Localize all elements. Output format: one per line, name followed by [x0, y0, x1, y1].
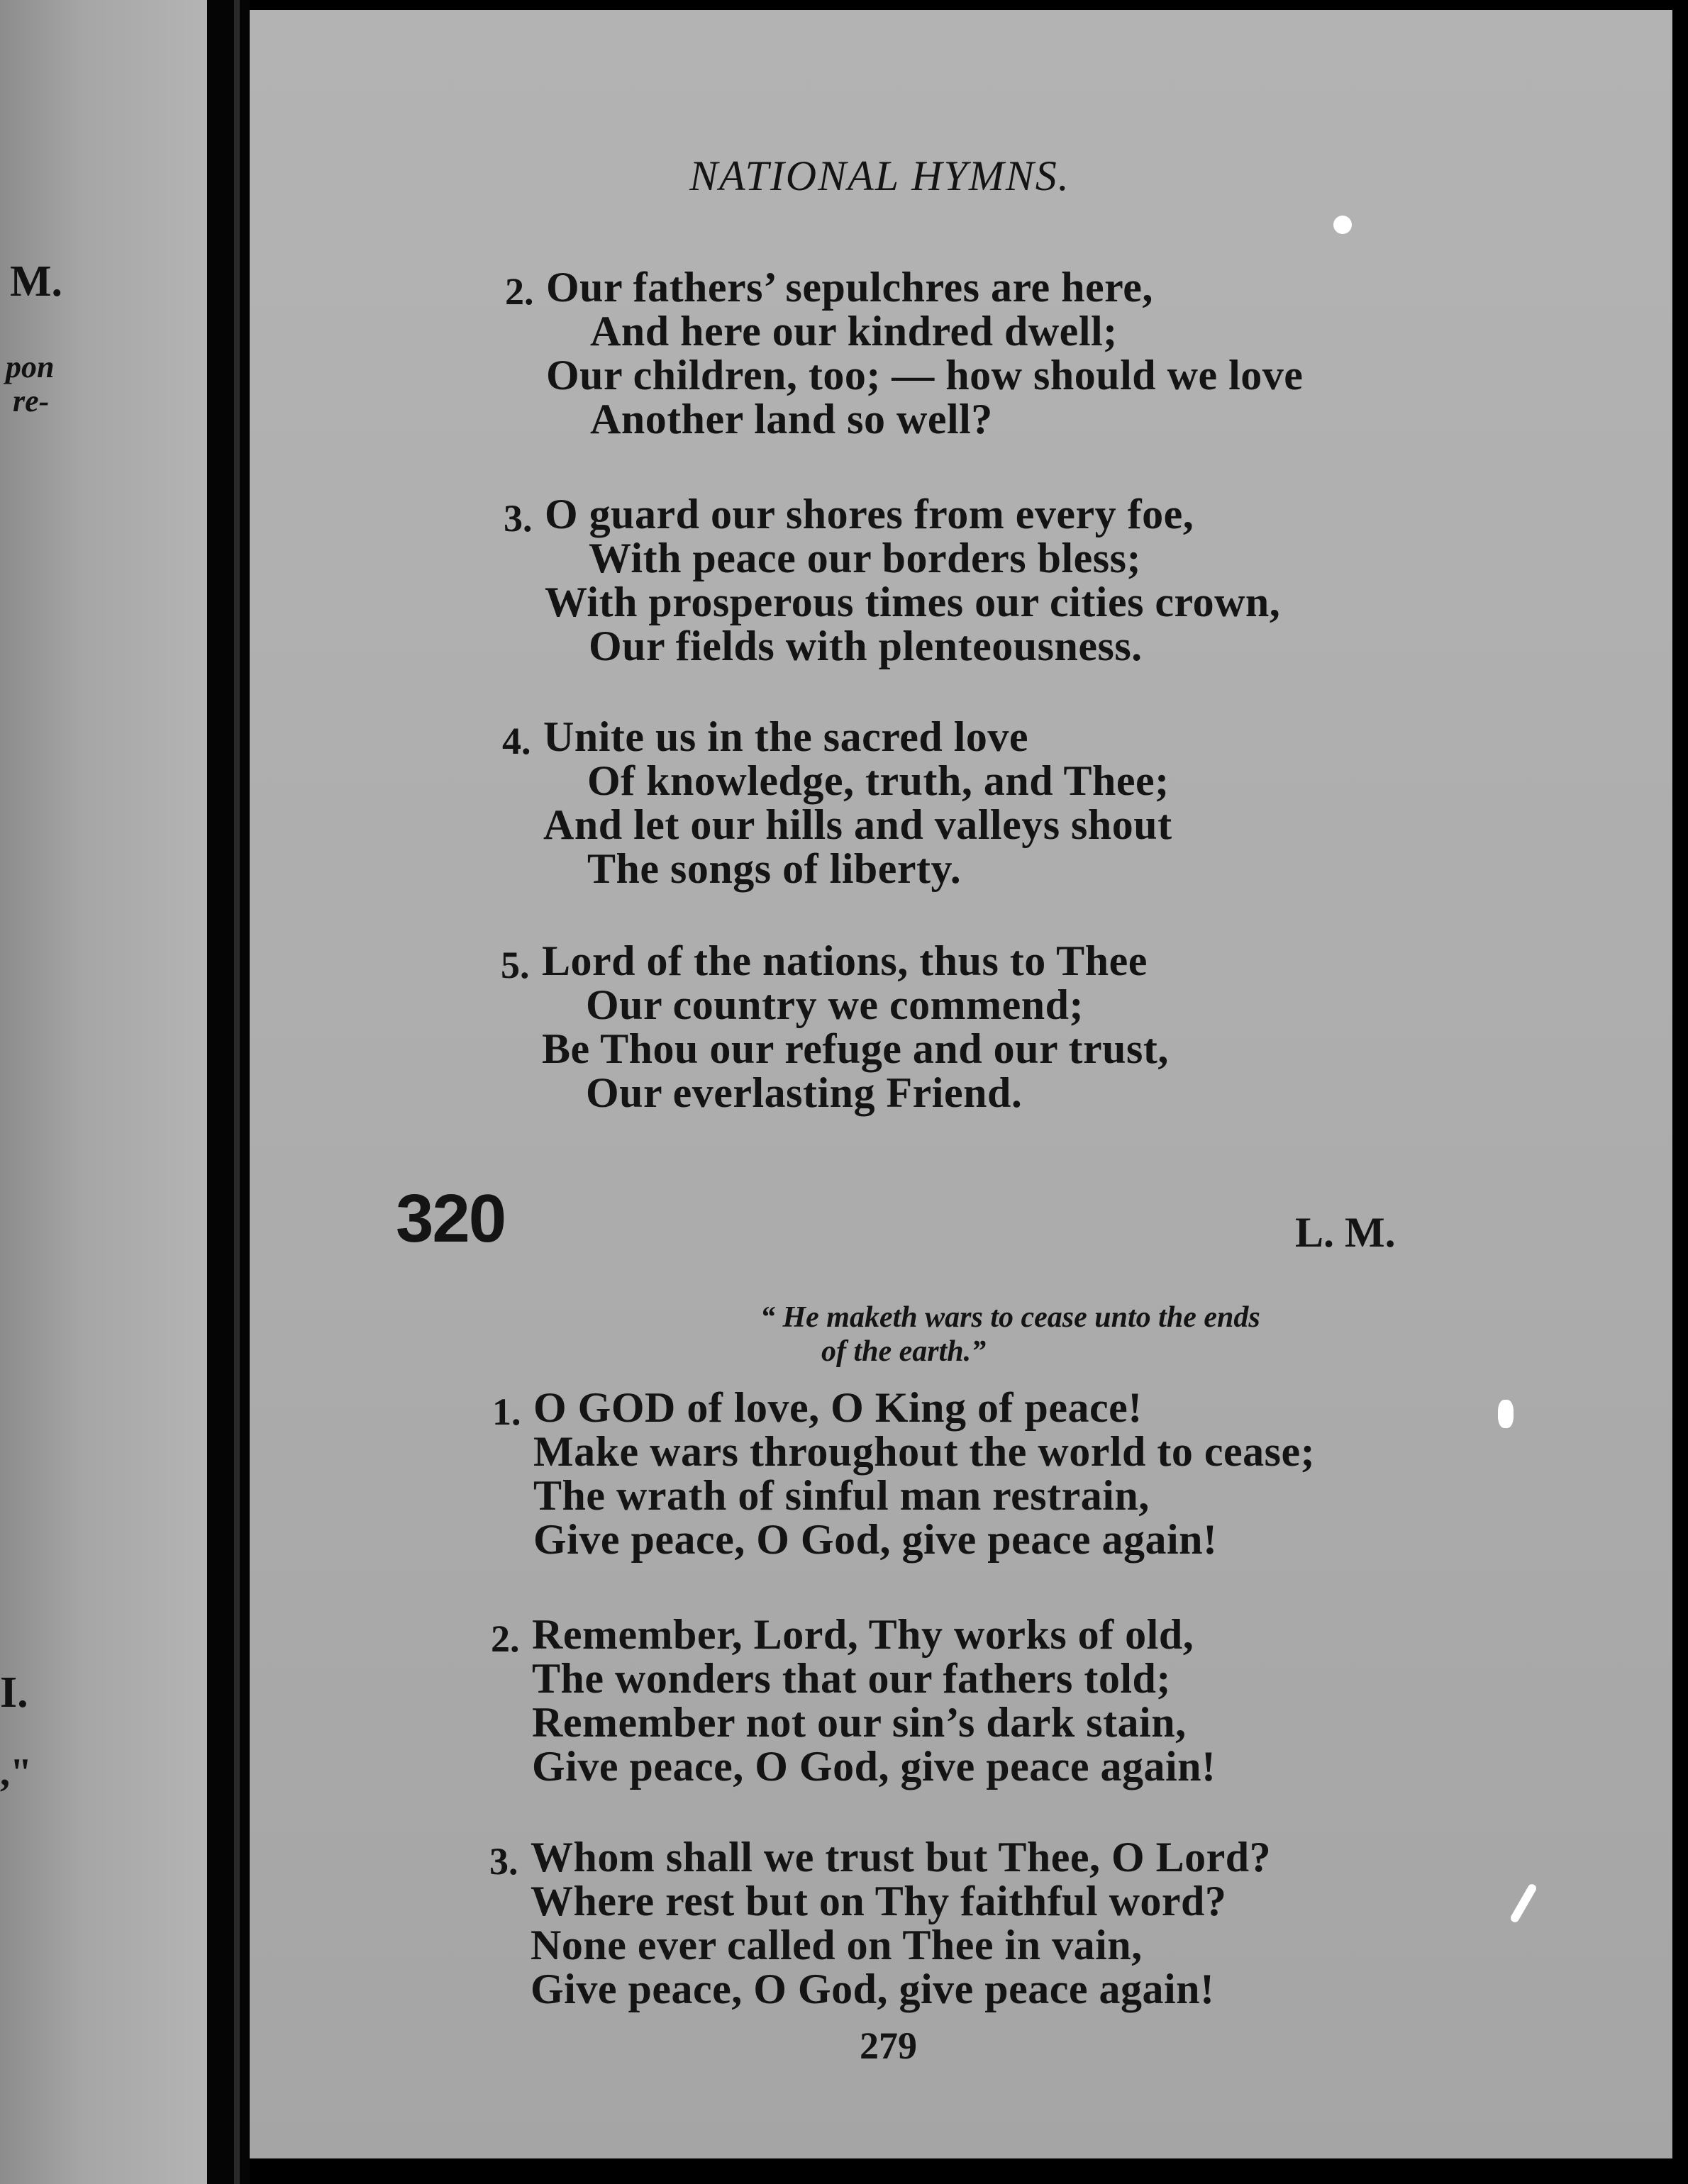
verse-line: Unite us in the sacred love	[543, 713, 1029, 760]
verse-line: Remember, Lord, Thy works of old,	[532, 1611, 1194, 1658]
verse-line: Give peace, O God, give peace again!	[532, 1743, 1216, 1790]
epigraph	[760, 1300, 1260, 1369]
hymnal-page	[250, 10, 1672, 2158]
show-through-mark	[1299, 478, 1321, 568]
left-page-fragment: I.	[0, 1668, 28, 1717]
verse-line: Whom shall we trust but Thee, O Lord?	[531, 1834, 1272, 1881]
verse-line: And let our hills and valleys shout	[543, 801, 1172, 848]
verse-line: Give peace, O God, give peace again!	[533, 1516, 1218, 1563]
verse-line: Our children, too; — how should we love	[546, 352, 1304, 399]
verse-line: Lord of the nations, thus to Thee	[542, 937, 1148, 984]
verse-line: Of knowledge, truth, and Thee;	[587, 757, 1170, 804]
verse-line: The songs of liberty.	[587, 845, 962, 892]
stanza-number: 4.	[502, 720, 531, 762]
stanza	[502, 713, 1172, 892]
stanza-number: 5.	[501, 944, 530, 986]
verse-line: With peace our borders bless;	[589, 535, 1141, 581]
epigraph-line: “ He maketh wars to cease unto the ends	[760, 1301, 1260, 1334]
left-page-fragment: re-	[13, 384, 50, 418]
verse-line: Give peace, O God, give peace again!	[531, 1966, 1215, 2012]
verse-line: The wrath of sinful man restrain,	[533, 1472, 1150, 1519]
verse-line: Where rest but on Thy faithful word?	[531, 1878, 1227, 1924]
verse-line: O guard our shores from every foe,	[545, 491, 1194, 537]
stanza-number: 3.	[504, 497, 533, 540]
verse-line: Remember not our sin’s dark stain,	[532, 1699, 1187, 1746]
stanza-number: 3.	[489, 1840, 518, 1883]
book-gutter	[207, 0, 250, 2184]
verse-line: Be Thou our refuge and our trust,	[542, 1025, 1169, 1072]
stanza	[491, 1611, 1216, 1790]
dust-speck	[1509, 1883, 1538, 1924]
verse-line: Our fathers’ sepulchres are here,	[546, 264, 1153, 311]
left-page-fragment: M.	[10, 257, 63, 306]
dust-speck	[1333, 216, 1352, 234]
verse-line: With prosperous times our cities crown,	[545, 579, 1281, 625]
stanza-number: 1.	[492, 1391, 521, 1433]
hymn-meter: L. M.	[1295, 1209, 1396, 1256]
verse-line: O GOD of love, O King of peace!	[533, 1384, 1143, 1431]
verse-line: Our country we commend;	[586, 981, 1084, 1028]
epigraph-line: of the earth.”	[821, 1335, 987, 1368]
stanza-number: 2.	[491, 1617, 520, 1660]
verse-line: The wonders that our fathers told;	[532, 1655, 1171, 1702]
stanza	[501, 937, 1169, 1116]
verse-line: Our fields with plenteousness.	[589, 623, 1143, 669]
hymn-number: 320	[396, 1181, 506, 1257]
verse-line: Another land so well?	[590, 396, 993, 442]
running-head: NATIONAL HYMNS.	[689, 152, 1070, 199]
previous-page-edge	[0, 0, 207, 2184]
verse-line: Make wars throughout the world to cease;	[533, 1428, 1316, 1475]
verse-line: Our everlasting Friend.	[586, 1069, 1023, 1116]
verse-line: None ever called on Thee in vain,	[531, 1922, 1143, 1968]
stanza-number: 2.	[505, 270, 534, 313]
stanza	[505, 264, 1304, 442]
verse-line: And here our kindred dwell;	[590, 308, 1118, 355]
left-page-fragment: ,"	[0, 1751, 33, 1795]
stanza	[492, 1384, 1316, 1563]
gutter-strip	[234, 0, 240, 2184]
page-number: 279	[860, 2024, 917, 2067]
dust-speck	[1498, 1400, 1514, 1428]
stanza	[489, 1834, 1272, 2012]
stanza	[504, 491, 1281, 669]
left-page-fragment: pon	[6, 350, 55, 384]
